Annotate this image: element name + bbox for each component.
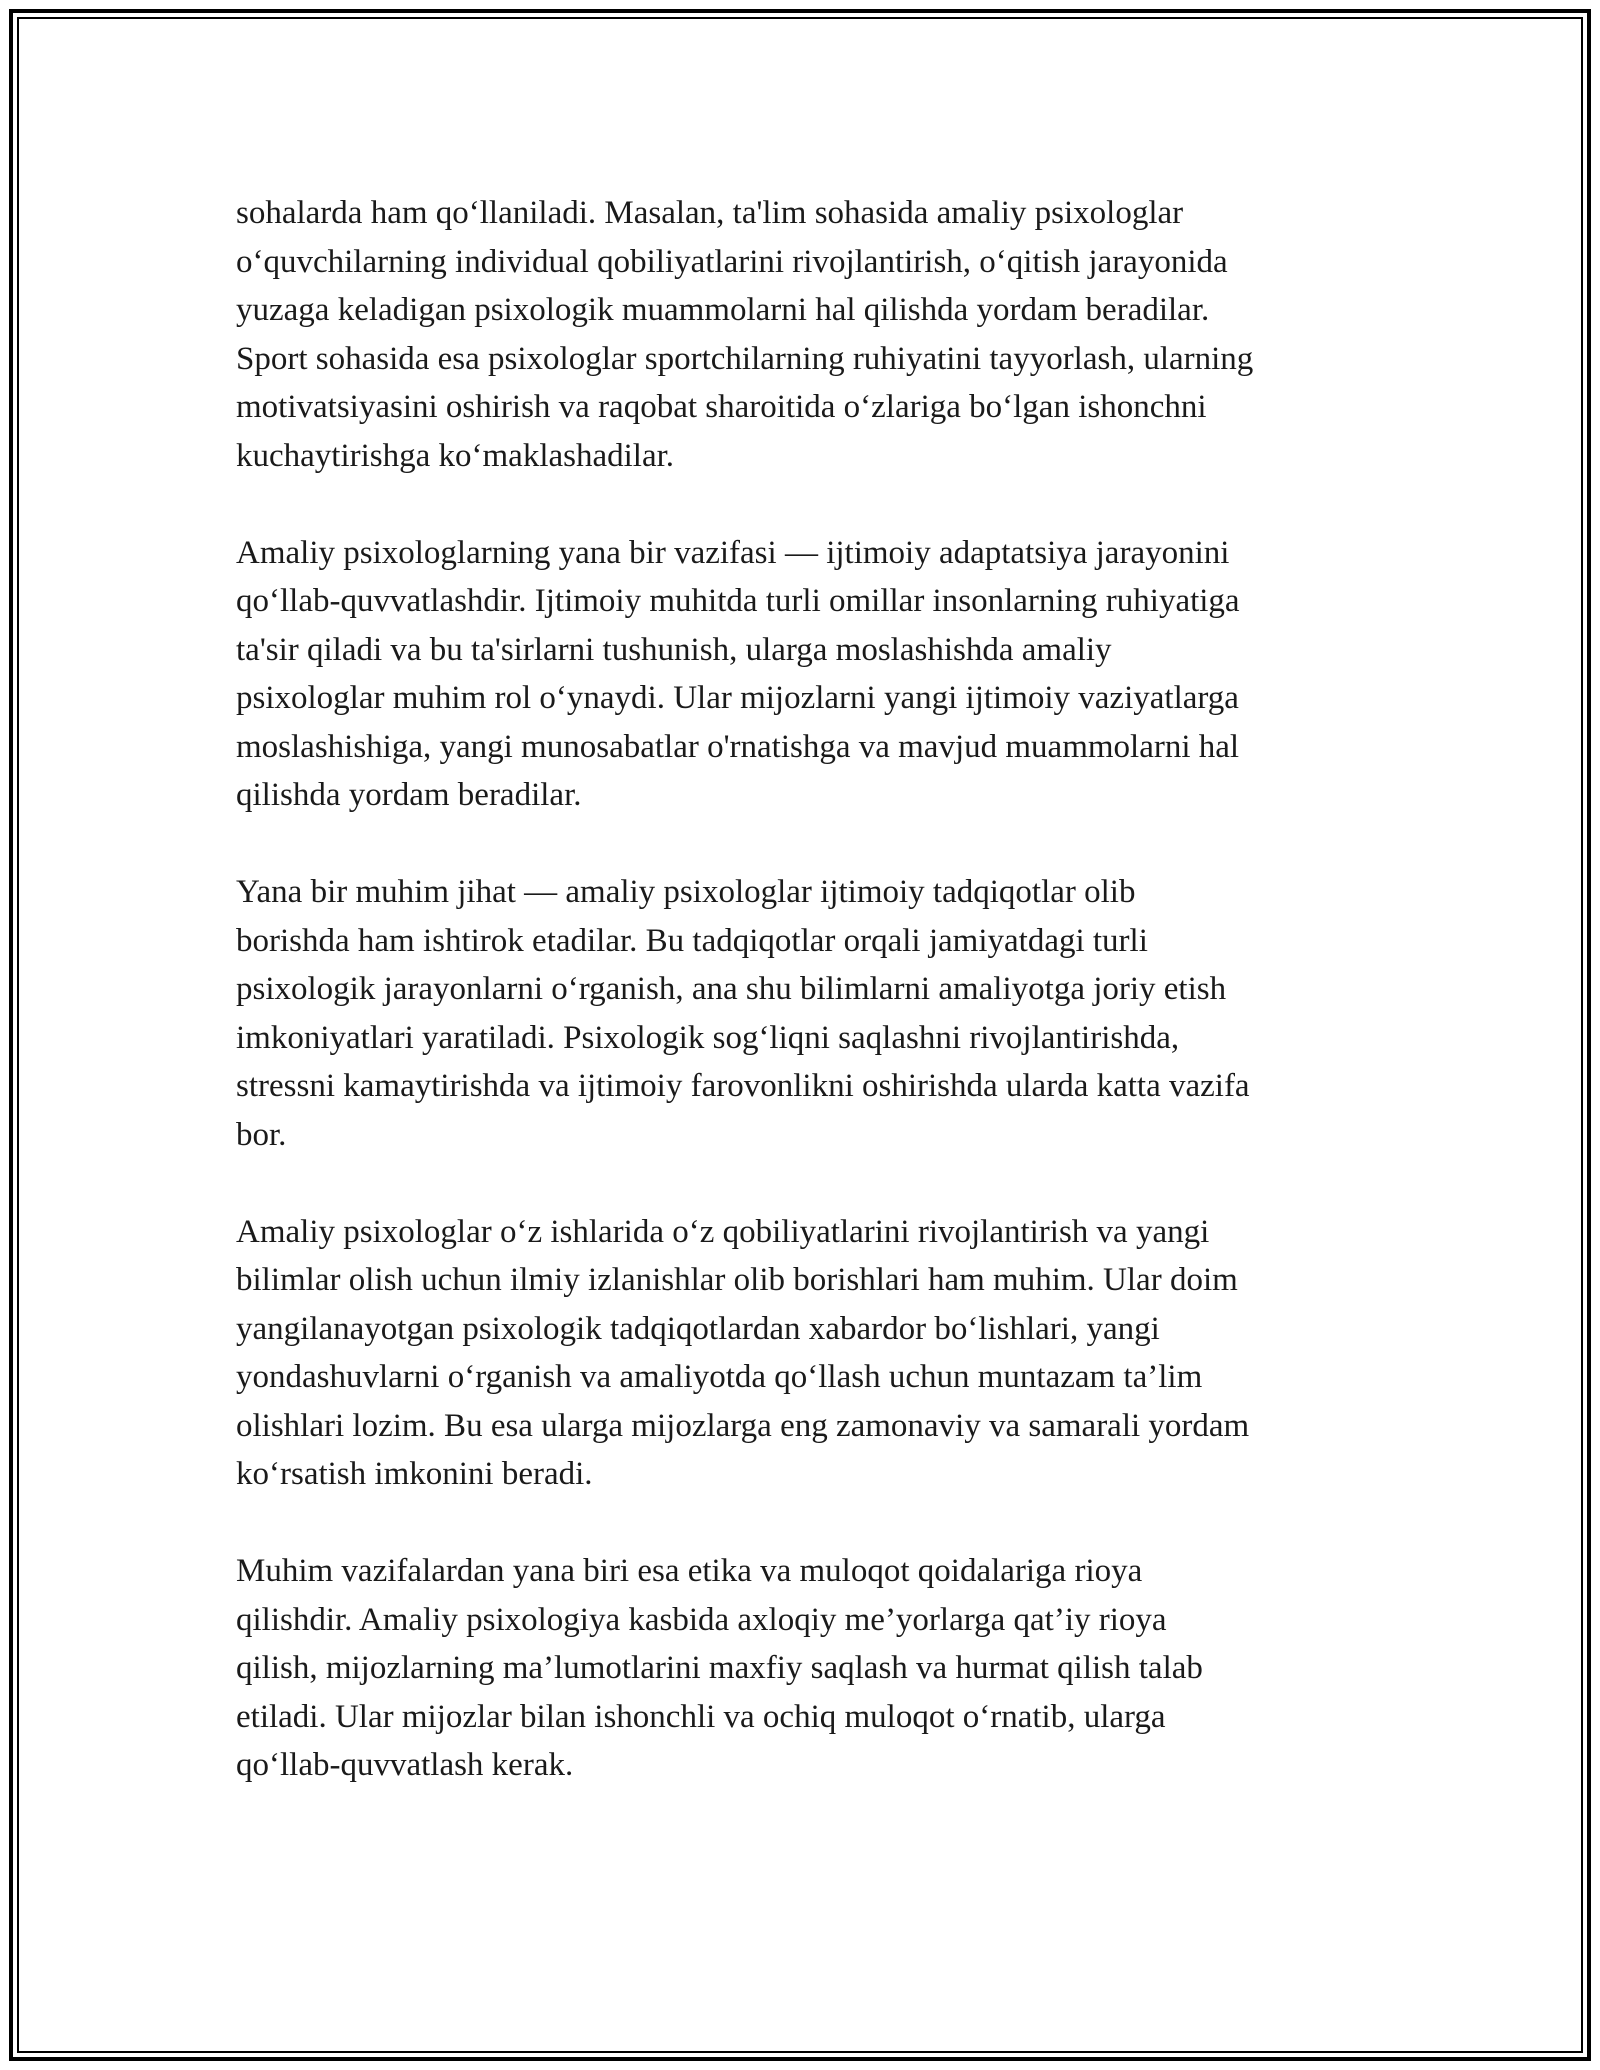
paragraph-5: Muhim vazifalardan yana biri esa etika va muloqot qoidalariga rioya qilishdir. Amaliy psixologiya kasbida axloqiy me’yorlarga qat’iy rioya qilish, mijozlarning ma’lumotlarini maxfiy saqlash va hurmat qilish talab etiladi. Ular mijozlar bilan ishonchli va ochiq muloqot o‘rnatib, ularga qo‘llab-quvvatlash kerak. [236,1553,1203,1783]
paragraph-4: Amaliy psixologlar o‘z ishlarida o‘z qobiliyatlarini rivojlantirish va yangi bilimlar olish uchun ilmiy izlanishlar olib borishlari ham muhim. Ular doim yangilanayotgan psixologik tadqiqotlardan xabardor bo‘lishlari, yangi yondashuvlarni o‘rganish va amaliyotda qo‘llash uchun muntazam ta’lim olishlari lozim. Bu esa ularga mijozlarga eng zamonaviy va samarali yordam ko‘rsatish imkonini beradi. [236,1213,1250,1492]
paragraph-2: Amaliy psixologlarning yana bir vazifasi — ijtimoiy adaptatsiya jarayonini qo‘llab-quvvatlashdir. Ijtimoiy muhitda turli omillar insonlarning ruhiyatiga ta'sir qiladi va bu ta'sirlarni tushunish, ularga moslashishda amaliy psixologlar muhim rol o‘ynaydi. Ular mijozlarni yangi ijtimoiy vaziyatlarga moslashishiga, yangi munosabatlar o'rnatishga va mavjud muammolarni hal qilishda yordam beradilar. [236,534,1240,813]
paragraph-3: Yana bir muhim jihat — amaliy psixologlar ijtimoiy tadqiqotlar olib borishda ham ishtirok etadilar. Bu tadqiqotlar orqali jamiyatdagi turli psixologik jarayonlarni o‘rganish, ana shu bilimlarni amaliyotga joriy etish imkoniyatlari yaratiladi. Psixologik sog‘liqni saqlashni rivojlantirishda, stressni kamaytirishda va ijtimoiy farovonlikni oshirishda ularda katta vazifa bor. [236,874,1250,1153]
document-body [236,189,1376,1838]
paragraph-1: sohalarda ham qo‘llaniladi. Masalan, ta'lim sohasida amaliy psixologlar o‘quvchilarning individual qobiliyatlarini rivojlantirish, o‘qitish jarayonida yuzaga keladigan psixologik muammolarni hal qilishda yordam beradilar. Sport sohasida esa psixologlar sportchilarning ruhiyatini tayyorlash, ularning motivatsiyasini oshirish va raqobat sharoitida o‘zlariga bo‘lgan ishonchni kuchaytirishga ko‘maklashadilar. [236,195,1254,474]
